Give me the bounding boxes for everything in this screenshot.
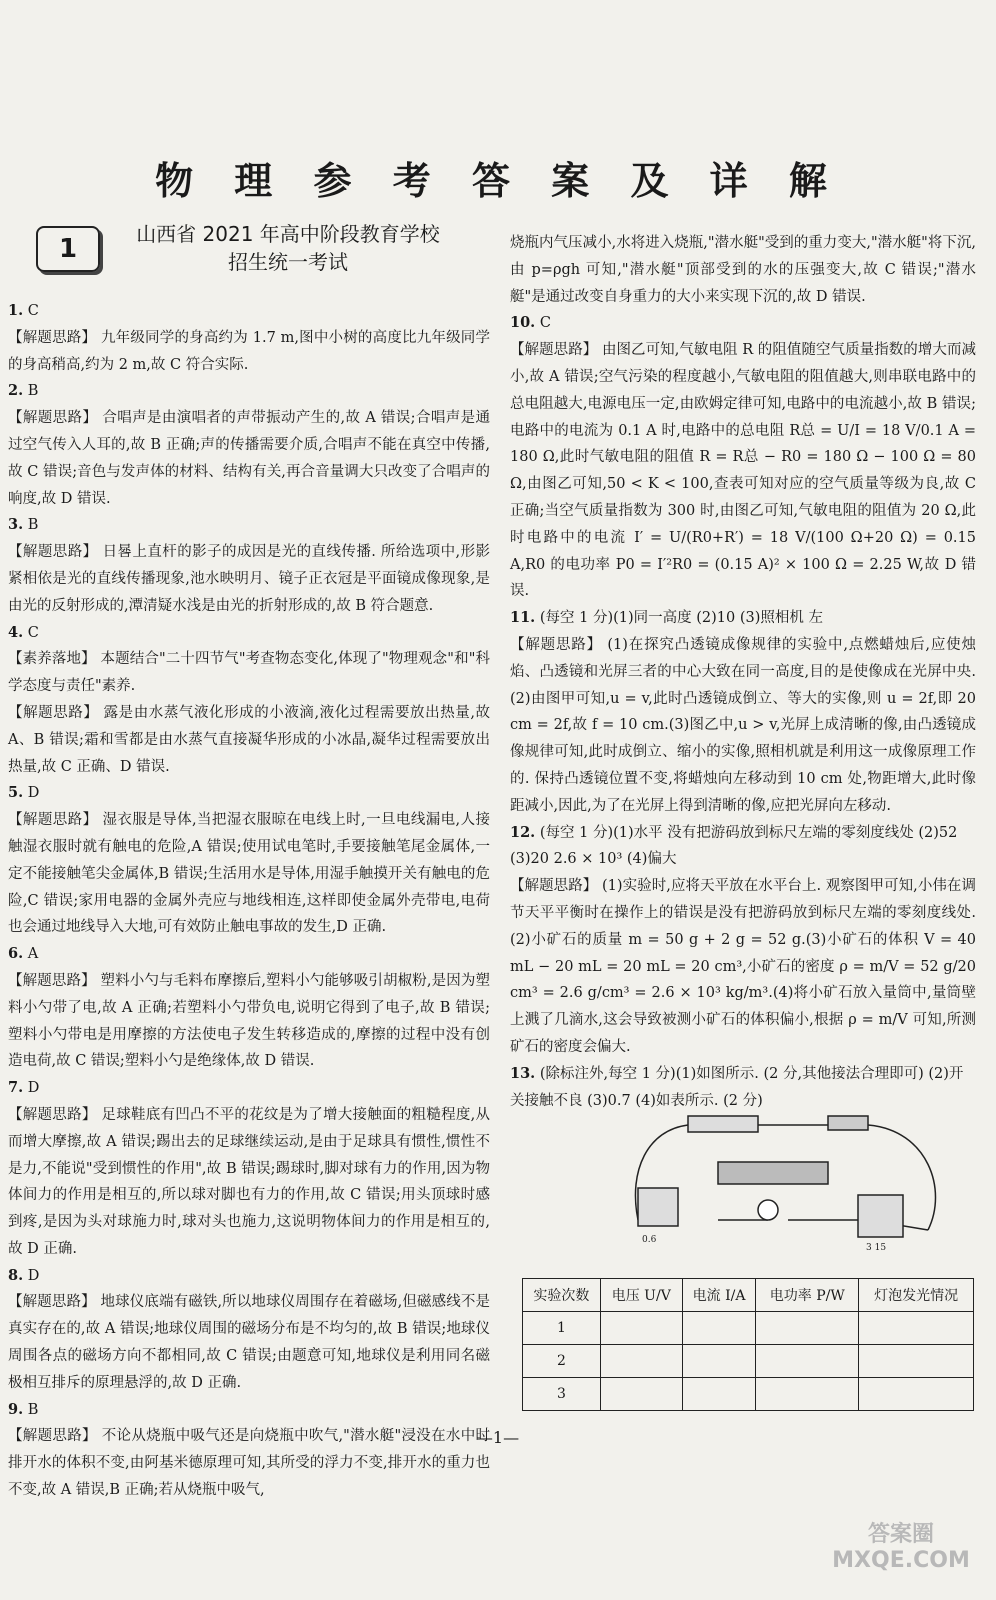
answer-text: B	[27, 383, 39, 400]
explanation-paragraph: 【素养落地】 本题结合"二十四节气"考查物态变化,体现了"物理观念"和"科学态度与责任"素养.	[8, 651, 490, 695]
table-header-row	[523, 1279, 974, 1312]
table-cell: 1	[523, 1312, 601, 1345]
watermark-line1: 答案圈	[867, 1522, 934, 1547]
table-row	[523, 1345, 974, 1378]
page-number: —1—	[476, 1428, 520, 1447]
table-header: 灯泡发光情况	[859, 1279, 974, 1312]
explanation-paragraph: 【解题思路】 不论从烧瓶中吸气还是向烧瓶中吹气,"潜水艇"浸没在水中时排开水的体积不变,由阿基米德原理可知,其所受的浮力不变,排开水的重力也不变,故 A 错误,B 正确;若从烧瓶中吸气,	[8, 1428, 490, 1499]
answer-text: C	[539, 315, 551, 332]
explanation-paragraph: 【解题思路】 足球鞋底有凹凸不平的花纹是为了增大接触面的粗糙程度,从而增大摩擦,故 A 错误;踢出去的足球继续运动,是由于足球具有惯性,惯性不是力,不能说"受到惯性的作用",故 B 错误;踢球时,脚对球有力的作用,因为物体间力的作用是相互的,所以球对脚也有力的作用,故 C 错误;用头顶球时感到疼,是因为头对球施力时,球对头也施力,这说明物体间力的作用是相互的,故 D 正确.	[8, 1106, 490, 1257]
answer-text: B	[27, 517, 39, 534]
question-answer	[510, 820, 976, 874]
question-answer	[510, 605, 976, 632]
question-answer	[8, 780, 490, 807]
right-content	[510, 230, 976, 1114]
question-answer	[8, 1397, 490, 1424]
explanation-paragraph: 【解题思路】 (1)在探究凸透镜成像规律的实验中,点燃蜡烛后,应使烛焰、凸透镜和光屏三者的中心大致在同一高度,目的是使像成在光屏中央.(2)由图甲可知,u = v,此时凸透镜成倒立、等大的实像,则 u = 2f,即 20 cm = 2f,故 f = 10 cm.(3)图乙中,u > v,光屏上成清晰的像,由凸透镜成像规律可知,此时成倒立、缩小的实像,照相机就是利用这一成像原理工作的. 保持凸透镜位置不变,将蜡烛向左移动到 10 cm 处,物距增大,此时像距减小,因此,为了在光屏上得到清晰的像,应把光屏向左移动.	[510, 636, 976, 814]
question-number: 2.	[8, 382, 24, 400]
battery-icon	[688, 1116, 758, 1132]
question-answer	[8, 512, 490, 539]
answer-text: C	[27, 303, 39, 319]
watermark-line2: MXQE.COM	[832, 1548, 970, 1573]
answer-text: (除标注外,每空 1 分)(1)如图所示. (2 分,其他接法合理即可) (2)开关接触不良 (3)0.7 (4)如表所示. (2 分)	[510, 1065, 964, 1109]
watermark-logo	[826, 1522, 976, 1582]
page-title: 物 理 参 考 答 案 及 详 解	[155, 159, 841, 203]
answer-text: D	[27, 1080, 40, 1097]
answer-text: D	[27, 785, 40, 802]
section-heading	[8, 212, 490, 298]
explanation-paragraph: 【解题思路】 (1)实验时,应将天平放在水平台上. 观察图甲可知,小伟在调节天平平衡时在操作上的错误是没有把游码放到标尺左端的零刻度线处.(2)小矿石的质量 m = 50 g + 2 g = 52 g.(3)小矿石的体积 V = 40 mL − 20 mL = 20 mL = 20 cm³,小矿石的密度 ρ = m/V = 52 g/20 cm³ = 2.6 g/cm³ = 2.6 × 10³ kg/m³.(4)将小矿石放入量筒中,量筒壁上溅了几滴水,这会导致被测小矿石的体积偏小,根据 ρ = m/V 可知,所测矿石的密度会偏大.	[510, 878, 976, 1055]
table-header: 实验次数	[523, 1279, 601, 1312]
ammeter-icon	[638, 1188, 678, 1226]
bulb-icon	[758, 1200, 778, 1220]
left-column	[8, 212, 490, 1504]
question-answer	[510, 310, 976, 337]
question-answer	[8, 1263, 490, 1290]
answer-text: C	[27, 624, 39, 641]
ammeter-label: 0.6	[642, 1235, 657, 1245]
table-row	[523, 1312, 974, 1345]
question-number: 5.	[8, 784, 24, 802]
question-answer	[8, 1075, 490, 1102]
explanation-paragraph: 【解题思路】 露是由水蒸气液化形成的小液滴,液化过程需要放出热量,故 A、B 错误;霜和雪都是由水蒸气直接凝华形成的小冰晶,凝华过程需要放出热量,故 C 正确、D 错误.	[8, 704, 490, 775]
circuit-diagram	[628, 1110, 958, 1280]
question-answer	[510, 1061, 976, 1115]
left-content	[8, 298, 490, 1504]
answer-text: D	[27, 1267, 40, 1284]
voltmeter-label: 3 15	[866, 1243, 887, 1253]
section-title	[108, 220, 468, 276]
question-number: 7.	[8, 1079, 24, 1097]
explanation-paragraph: 【解题思路】 日晷上直杆的影子的成因是光的直线传播. 所给选项中,形影紧相依是光的直线传播现象,池水映明月、镜子正衣冠是平面镜成像现象,是由光的反射形成的,潭清疑水浅是由光的折射形成的,故 B 符合题意.	[8, 544, 490, 614]
answer-text: (每空 1 分)(1)同一高度 (2)10 (3)照相机 左	[539, 610, 823, 627]
question-number: 3.	[8, 516, 24, 534]
table-header: 电压 U/V	[600, 1279, 682, 1312]
table-cell: 2	[523, 1345, 601, 1378]
results-table	[522, 1278, 974, 1411]
question-answer	[8, 941, 490, 968]
question-number: 6.	[8, 945, 24, 963]
question-number: 13.	[510, 1064, 536, 1082]
question-number: 11.	[510, 609, 536, 627]
question-answer	[8, 620, 490, 647]
question-answer	[8, 378, 490, 405]
explanation-paragraph: 【解题思路】 塑料小勺与毛料布摩擦后,塑料小勺能够吸引胡椒粉,是因为塑料小勺带了电,故 A 正确;若塑料小勺带负电,说明它得到了电子,故 B 错误;塑料小勺带电是用摩擦的方法使电子发生转移造成的,摩擦的过程中没有创造电荷,故 C 错误;塑料小勺是绝缘体,故 D 错误.	[8, 972, 490, 1070]
question-number: 4.	[8, 623, 24, 641]
question-number: 12.	[510, 823, 536, 841]
switch-icon	[828, 1116, 868, 1130]
answer-text: (每空 1 分)(1)水平 没有把游码放到标尺左端的零刻度线处 (2)52 (3)20 2.6 × 10³ (4)偏大	[510, 824, 958, 868]
section-title-line1: 山西省 2021 年高中阶段教育学校	[136, 222, 440, 246]
section-title-line2: 招生统一考试	[228, 250, 348, 274]
explanation-paragraph: 【解题思路】 九年级同学的身高约为 1.7 m,图中小树的高度比九年级同学的身高稍高,约为 2 m,故 C 符合实际.	[8, 329, 490, 373]
question-number: 1.	[8, 302, 24, 319]
answer-text: A	[27, 946, 39, 963]
explanation-paragraph: 【解题思路】 湿衣服是导体,当把湿衣服晾在电线上时,一旦电线漏电,人接触湿衣服时就有触电的危险,A 错误;使用试电笔时,手要接触笔尾金属体,一定不能接触笔尖金属体,B 错误;生活用水是导体,用湿手触摸开关有触电的危险,C 错误;家用电器的金属外壳应与地线相连,这样即使金属外壳带电,电荷也会通过地线导入大地,可有效防止触电事故的发生,D 正确.	[8, 812, 490, 936]
question-number: 9.	[8, 1400, 24, 1418]
explanation-paragraph: 【解题思路】 由图乙可知,气敏电阻 R 的阻值随空气质量指数的增大而减小,故 A 错误;空气污染的程度越小,气敏电阻的阻值越大,则串联电路中的总电阻越大,电源电压一定,由欧姆定律可知,电路中的电流越小,故 B 错误;电路中的电流为 0.1 A 时,电路中的总电阻 R总 = U/I = 18 V/0.1 A = 180 Ω,此时气敏电阻的阻值 R = R总 − R0 = 180 Ω − 100 Ω = 80 Ω,由图乙可知,50 < K < 100,查表可知对应的空气质量等级为良,故 C 正确;当空气质量指数为 300 时,由图乙可知,气敏电阻的阻值为 20 Ω,此时电路中的电流 I′ = U/(R0+R′) = 18 V/(100 Ω+20 Ω) = 0.15 A,R0 的电功率 P0 = I′²R0 = (0.15 A)² × 100 Ω = 2.25 W,故 D 错误.	[510, 342, 976, 600]
question-number: 10.	[510, 314, 536, 332]
question-number: 8.	[8, 1266, 24, 1284]
table-row	[523, 1378, 974, 1411]
right-column	[510, 230, 976, 1114]
voltmeter-icon	[858, 1195, 903, 1237]
section-number-badge: 1	[36, 226, 100, 272]
table-header: 电流 I/A	[682, 1279, 756, 1312]
question-answer	[8, 298, 490, 325]
explanation-paragraph: 烧瓶内气压减小,水将进入烧瓶,"潜水艇"受到的重力变大,"潜水艇"将下沉,由 p=ρgh 可知,"潜水艇"顶部受到的水的压强变大,故 C 错误;"潜水艇"是通过改变自身重力的大小来实现下沉的,故 D 错误.	[510, 235, 976, 305]
explanation-paragraph: 【解题思路】 合唱声是由演唱者的声带振动产生的,故 A 错误;合唱声是通过空气传入人耳的,故 B 正确;声的传播需要介质,合唱声不能在真空中传播,故 C 错误;音色与发声体的材料、结构有关,再合音量调大只改变了合唱声的响度,故 D 错误.	[8, 410, 490, 507]
table-cell: 3	[523, 1378, 601, 1411]
rheostat-icon	[718, 1162, 828, 1184]
table-header: 电功率 P/W	[756, 1279, 859, 1312]
explanation-paragraph: 【解题思路】 地球仪底端有磁铁,所以地球仪周围存在着磁场,但磁感线不是真实存在的,故 A 错误;地球仪周围的磁场分布是不均匀的,故 B 错误;地球仪周围各点的磁场方向不都相同,故 C 错误;由题意可知,地球仪是利用同名磁极相互排斥的原理悬浮的,故 D 正确.	[8, 1294, 490, 1391]
answer-text: B	[27, 1401, 39, 1418]
